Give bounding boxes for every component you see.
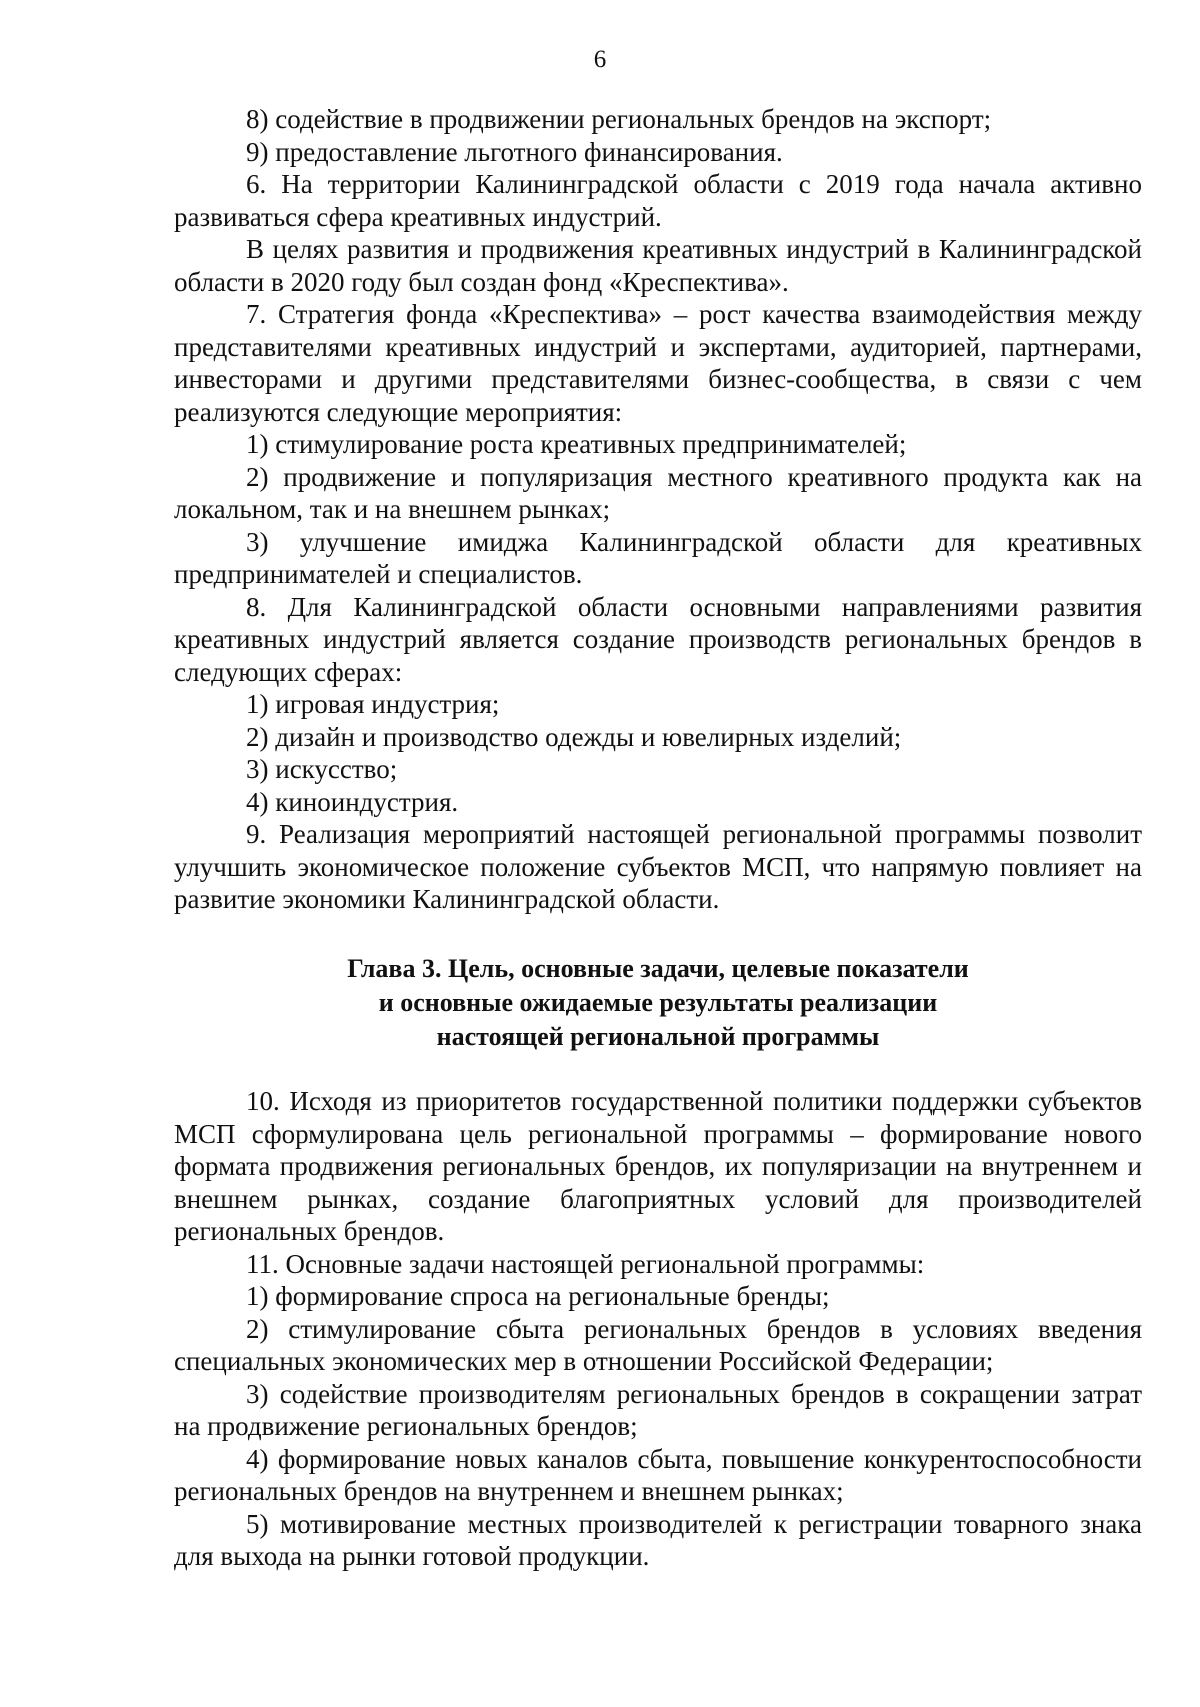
paragraph: 10. Исходя из приоритетов государственной политики поддержки субъектов МСП сформулирована цель региональной программы – формирование нового формата продвижения региональных брендов, их популяризации на внутреннем и внешнем рынках, создание благоприятных условий для производителей региональных брендов.	[174, 1086, 1142, 1246]
heading-line: настоящей региональной программы	[436, 1022, 880, 1051]
paragraph: 11. Основные задачи настоящей региональной программы:	[246, 1248, 925, 1279]
paragraph: 2) продвижение и популяризация местного креативного продукта как на локальном, так и на внешнем рынках;	[174, 461, 1142, 524]
text-block-lower	[174, 1085, 1142, 1573]
paragraph: 9) предоставление льготного финансирования.	[246, 136, 783, 167]
paragraph: 6. На территории Калининградской области с 2019 года начала активно развиваться сфера креативных индустрий.	[174, 169, 1142, 232]
paragraph: 2) дизайн и производство одежды и ювелирных изделий;	[246, 721, 902, 752]
paragraph: 1) стимулирование роста креативных предпринимателей;	[246, 429, 907, 459]
paragraph: 3) содействие производителям региональных брендов в сокращении затрат на продвижение региональных брендов;	[174, 1378, 1142, 1441]
heading-line: Глава 3. Цель, основные задачи, целевые показатели	[347, 954, 969, 983]
paragraph: 8. Для Калининградской области основными направлениями развития креативных индустрий является создание производств региональных брендов в следующих сферах:	[174, 591, 1142, 687]
paragraph: 3) искусство;	[246, 754, 398, 784]
page-number: 6	[593, 46, 607, 73]
paragraph: 9. Реализация мероприятий настоящей региональной программы позволит улучшить экономическое положение субъектов МСП, что напрямую повлияет на развитие экономики Калининградской области.	[174, 819, 1142, 914]
text-block-upper	[174, 103, 1142, 916]
paragraph: 7. Стратегия фонда «Креспектива» – рост качества взаимодействия между представителями креативных индустрий и экспертами, аудиторией, партнерами, инвесторами и другими представителями бизнес-сообщества, в связи с чем реализуются следующие мероприятия:	[174, 299, 1142, 427]
paragraph: 1) формирование спроса на региональные бренды;	[246, 1281, 830, 1311]
paragraph: 1) игровая индустрия;	[246, 689, 500, 719]
paragraph: 3) улучшение имиджа Калининградской области для креативных предпринимателей и специалистов.	[174, 526, 1142, 589]
paragraph: 2) стимулирование сбыта региональных брендов в условиях введения специальных экономических мер в отношении Российской Федерации;	[174, 1313, 1142, 1376]
paragraph: 4) киноиндустрия.	[246, 786, 459, 817]
heading-line: и основные ожидаемые результаты реализации	[378, 988, 938, 1017]
paragraph: В целях развития и продвижения креативных индустрий в Калининградской области в 2020 году был создан фонд «Креспектива».	[174, 234, 1142, 297]
paragraph: 4) формирование новых каналов сбыта, повышение конкурентоспособности региональных брендов на внутреннем и внешнем рынках;	[174, 1443, 1142, 1506]
chapter-heading	[174, 952, 1142, 1054]
paragraph: 5) мотивирование местных производителей к регистрации товарного знака для выхода на рынки готовой продукции.	[174, 1508, 1142, 1571]
paragraph: 8) содействие в продвижении региональных брендов на экспорт;	[246, 104, 992, 134]
